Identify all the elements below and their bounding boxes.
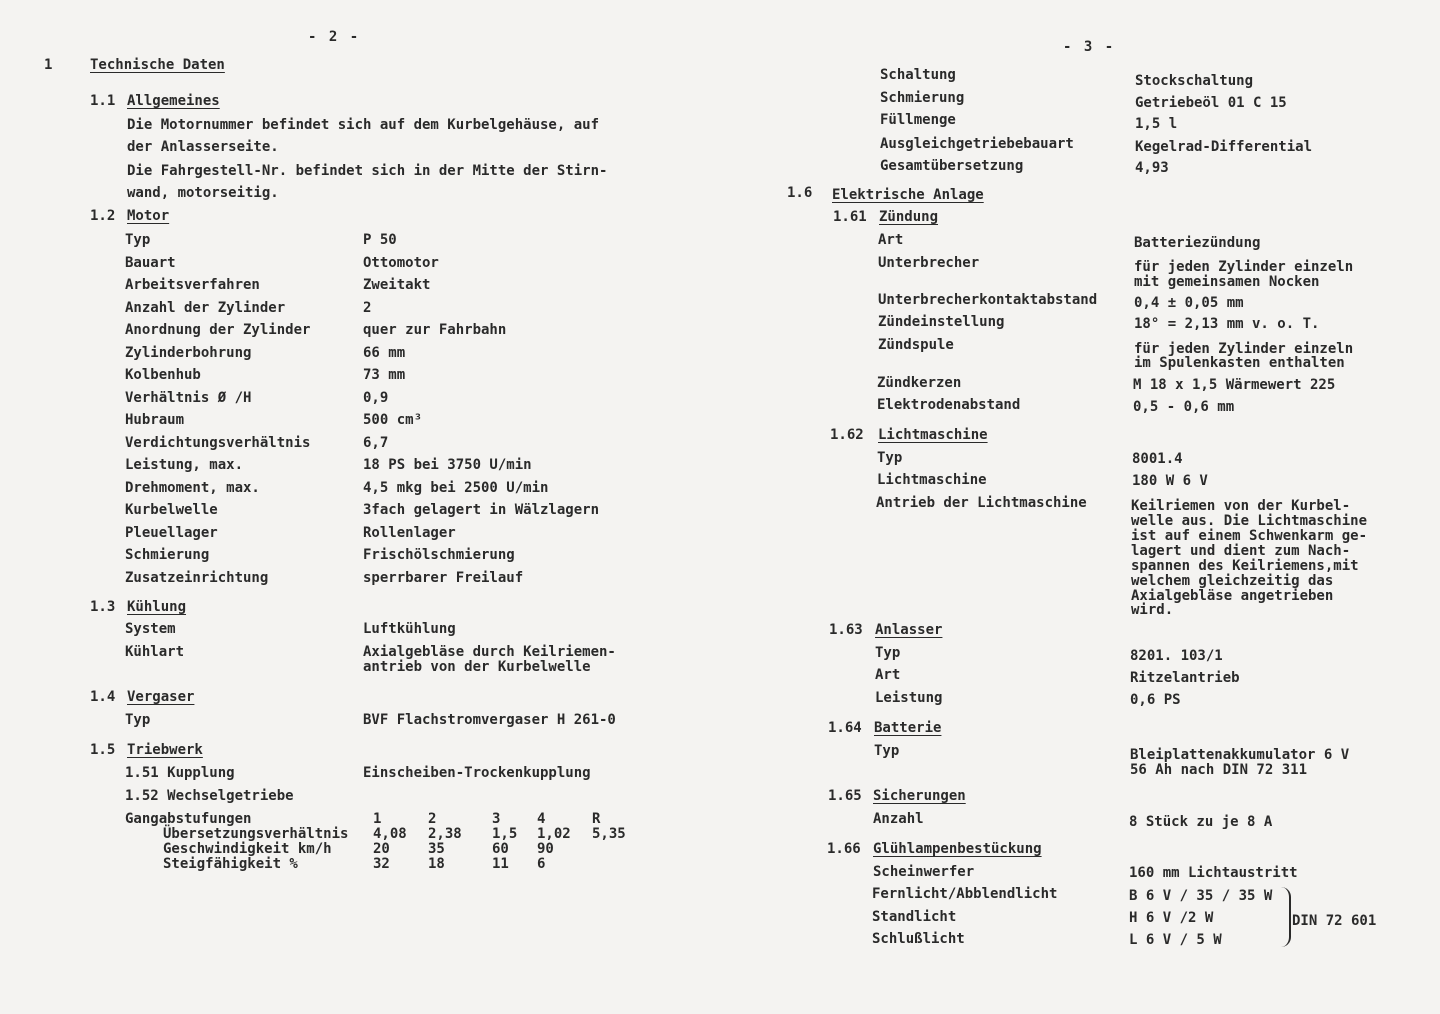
spec-value: 0,9 — [363, 390, 389, 406]
alternator-drive-text: welchem gleichzeitig das — [1131, 573, 1334, 589]
spec-label: Anzahl der Zylinder — [125, 300, 286, 316]
spec-label: Kurbelwelle — [125, 502, 218, 518]
spec-value: 1,5 l — [1135, 116, 1178, 132]
subsection-number-motor: 1.2 — [90, 208, 116, 224]
gear-cell: 20 — [373, 841, 390, 857]
spec-label: Verhältnis Ø /H — [125, 390, 252, 406]
spec-label: Kühlart — [125, 644, 185, 660]
spec-label: Scheinwerfer — [873, 864, 975, 880]
spec-label: Bauart — [125, 255, 176, 271]
spec-value: Luftkühlung — [363, 621, 456, 637]
spec-value: 4,93 — [1135, 160, 1169, 176]
gear-cell: 1,02 — [537, 826, 571, 842]
gear-cell: 32 — [373, 856, 390, 872]
subsection-title-bulbs: Glühlampenbestückung — [873, 841, 1042, 857]
general-text-line: der Anlasserseite. — [127, 139, 279, 155]
spec-label: Zündspule — [878, 337, 954, 353]
spec-label: Leistung, max. — [125, 457, 244, 473]
spec-label: Typ — [125, 712, 151, 728]
spec-value: 160 mm Lichtaustritt — [1129, 865, 1298, 881]
spec-label: Fernlicht/Abblendlicht — [872, 886, 1058, 902]
spec-value: Rollenlager — [363, 525, 456, 541]
bulb-norm: DIN 72 601 — [1292, 913, 1377, 929]
spec-label: Ausgleichgetriebebauart — [880, 136, 1074, 152]
section-number: 1 — [44, 57, 53, 73]
gear-table-header-label: Gangabstufungen — [125, 811, 252, 827]
spec-value: für jeden Zylinder einzeln — [1134, 259, 1354, 275]
general-text-line: wand, motorseitig. — [127, 185, 279, 201]
spec-label: Schmierung — [880, 90, 965, 106]
spec-label: Füllmenge — [880, 112, 956, 128]
gear-row-label: Steigfähigkeit % — [163, 856, 298, 872]
spec-label: System — [125, 621, 176, 637]
gear-row-label: Geschwindigkeit km/h — [163, 841, 332, 857]
gear-number: R — [592, 811, 601, 827]
spec-label: Typ — [874, 743, 900, 759]
subsection-title-alternator: Lichtmaschine — [878, 427, 988, 443]
spec-value-continued: mit gemeinsamen Nocken — [1134, 274, 1320, 290]
spec-label: Art — [875, 667, 901, 683]
spec-label: Hubraum — [125, 412, 185, 428]
gear-cell: 90 — [537, 841, 554, 857]
subsection-title-motor: Motor — [127, 208, 170, 224]
spec-label: Lichtmaschine — [877, 472, 987, 488]
spec-value: 0,6 PS — [1130, 692, 1181, 708]
spec-label: Zylinderbohrung — [125, 345, 252, 361]
alternator-drive-text: Keilriemen von der Kurbel- — [1131, 498, 1351, 514]
spec-label: Standlicht — [872, 909, 957, 925]
spec-value-continued: antrieb von der Kurbelwelle — [363, 659, 591, 675]
spec-value: 18 PS bei 3750 U/min — [363, 457, 532, 473]
spec-value: 8001.4 — [1132, 451, 1183, 467]
gear-cell: 18 — [428, 856, 445, 872]
subsection-title-fuses: Sicherungen — [873, 788, 966, 804]
spec-label: Typ — [875, 645, 901, 661]
gear-number: 1 — [373, 811, 382, 827]
spec-value: 18° = 2,13 mm v. o. T. — [1134, 316, 1320, 332]
spec-value: Zweitakt — [363, 277, 431, 293]
alternator-drive-text: ist auf einem Schwenkarm ge- — [1131, 528, 1368, 544]
spec-value: 73 mm — [363, 367, 406, 383]
spec-value: L 6 V / 5 W — [1129, 932, 1222, 948]
spec-value: 500 cm³ — [363, 412, 423, 428]
alternator-drive-text: spannen des Keilriemens,mit — [1131, 558, 1359, 574]
spec-value: Ritzelantrieb — [1130, 670, 1240, 686]
subsection-title-ignition: Zündung — [879, 209, 939, 225]
spec-value: 3fach gelagert in Wälzlagern — [363, 502, 600, 518]
subsection-number-battery: 1.64 — [828, 720, 862, 736]
subsection-title-battery: Batterie — [874, 720, 942, 736]
subsection-number-starter: 1.63 — [829, 622, 863, 638]
spec-value: Stockschaltung — [1135, 73, 1254, 89]
spec-label: Schmierung — [125, 547, 210, 563]
clutch-value: Einscheiben-Trockenkupplung — [363, 765, 591, 781]
subsection-title-general: Allgemeines — [127, 93, 220, 109]
alternator-drive-text: wird. — [1131, 602, 1174, 618]
alternator-drive-text: lagert und dient zum Nach- — [1131, 543, 1351, 559]
spec-value: 180 W 6 V — [1132, 473, 1208, 489]
grouping-brace — [1281, 887, 1291, 947]
subsection-number-fuses: 1.65 — [828, 788, 862, 804]
spec-label: Schlußlicht — [872, 931, 965, 947]
spec-label: Kolbenhub — [125, 367, 201, 383]
spec-value: Axialgebläse durch Keilriemen- — [363, 644, 616, 660]
spec-value: B 6 V / 35 / 35 W — [1129, 888, 1273, 904]
spec-value: Frischölschmierung — [363, 547, 515, 563]
spec-value: sperrbarer Freilauf — [363, 570, 524, 586]
spec-label: Art — [878, 232, 904, 248]
spec-value: 8 Stück zu je 8 A — [1129, 814, 1273, 830]
spec-value: 8201. 103/1 — [1130, 648, 1223, 664]
spec-label: Gesamtübersetzung — [880, 158, 1024, 174]
gear-cell: 60 — [492, 841, 509, 857]
gear-cell: 35 — [428, 841, 445, 857]
subsection-title-starter: Anlasser — [875, 622, 943, 638]
spec-value: 66 mm — [363, 345, 406, 361]
gear-number: 4 — [537, 811, 546, 827]
gearbox-label: 1.52 Wechselgetriebe — [125, 788, 294, 804]
spec-value-continued: im Spulenkasten enthalten — [1134, 355, 1345, 371]
gear-cell: 5,35 — [592, 826, 626, 842]
gear-cell: 4,08 — [373, 826, 407, 842]
spec-label: Zündeinstellung — [878, 314, 1005, 330]
spec-value: 0,4 ± 0,05 mm — [1134, 295, 1244, 311]
subsection-number-cooling: 1.3 — [90, 599, 116, 615]
general-text-line: Die Motornummer befindet sich auf dem Kurbelgehäuse, auf — [127, 117, 600, 133]
spec-label: Anordnung der Zylinder — [125, 322, 311, 338]
spec-value: Getriebeöl 01 C 15 — [1135, 95, 1287, 111]
subsection-number-electrical: 1.6 — [787, 185, 813, 201]
spec-value: Bleiplattenakkumulator 6 V — [1130, 747, 1350, 763]
gear-number: 3 — [492, 811, 501, 827]
page-number-right: - 3 - — [1063, 39, 1116, 55]
spec-value: quer zur Fahrbahn — [363, 322, 507, 338]
spec-label: Schaltung — [880, 67, 956, 83]
subsection-title-cooling: Kühlung — [127, 599, 187, 615]
subsection-number-carburetor: 1.4 — [90, 689, 116, 705]
spec-value: für jeden Zylinder einzeln — [1134, 341, 1354, 357]
gear-cell: 11 — [492, 856, 509, 872]
spec-value: 2 — [363, 300, 372, 316]
spec-label: Elektrodenabstand — [877, 397, 1021, 413]
spec-value: M 18 x 1,5 Wärmewert 225 — [1133, 377, 1336, 393]
subsection-number-drivetrain: 1.5 — [90, 742, 116, 758]
subsection-title-drivetrain: Triebwerk — [127, 742, 203, 758]
gear-cell: 1,5 — [492, 826, 518, 842]
alternator-drive-text: Axialgebläse angetrieben — [1131, 588, 1334, 604]
spec-value: 0,5 - 0,6 mm — [1133, 399, 1235, 415]
subsection-number-general: 1.1 — [90, 93, 116, 109]
subsection-number-bulbs: 1.66 — [827, 841, 861, 857]
subsection-number-alternator: 1.62 — [830, 427, 864, 443]
page-number-left: - 2 - — [308, 29, 361, 45]
spec-label: Zündkerzen — [877, 375, 962, 391]
gear-row-label: Übersetzungsverhältnis — [163, 826, 349, 842]
spec-value: H 6 V /2 W — [1129, 910, 1214, 926]
spec-value: 4,5 mkg bei 2500 U/min — [363, 480, 549, 496]
spec-value: P 50 — [363, 232, 397, 248]
spec-label: Drehmoment, max. — [125, 480, 260, 496]
spec-value: BVF Flachstromvergaser H 261-0 — [363, 712, 616, 728]
spec-value: Batteriezündung — [1134, 235, 1261, 251]
spec-label: Zusatzeinrichtung — [125, 570, 269, 586]
subsection-title-electrical: Elektrische Anlage — [832, 187, 984, 203]
spec-value-continued: 56 Ah nach DIN 72 311 — [1130, 762, 1308, 778]
spec-label: Arbeitsverfahren — [125, 277, 260, 293]
spec-label: Unterbrecherkontaktabstand — [878, 292, 1098, 308]
spec-label: Anzahl — [873, 811, 924, 827]
spec-value: 6,7 — [363, 435, 389, 451]
spec-label: Typ — [125, 232, 151, 248]
spec-value: Kegelrad-Differential — [1135, 139, 1313, 155]
spec-label: Verdichtungsverhältnis — [125, 435, 311, 451]
spec-label: Pleuellager — [125, 525, 218, 541]
subsection-title-carburetor: Vergaser — [127, 689, 195, 705]
gear-cell: 2,38 — [428, 826, 462, 842]
alternator-drive-text: welle aus. Die Lichtmaschine — [1131, 513, 1368, 529]
spec-label: Typ — [877, 450, 903, 466]
alternator-drive-label: Antrieb der Lichtmaschine — [876, 495, 1087, 511]
spec-label: Leistung — [875, 690, 943, 706]
spec-label: Unterbrecher — [878, 255, 980, 271]
clutch-label: 1.51 Kupplung — [125, 765, 235, 781]
general-text-line: Die Fahrgestell-Nr. befindet sich in der Mitte der Stirn- — [127, 163, 608, 179]
spec-value: Ottomotor — [363, 255, 439, 271]
subsection-number-ignition: 1.61 — [833, 209, 867, 225]
section-title: Technische Daten — [90, 57, 225, 73]
gear-cell: 6 — [537, 856, 546, 872]
gear-number: 2 — [428, 811, 437, 827]
